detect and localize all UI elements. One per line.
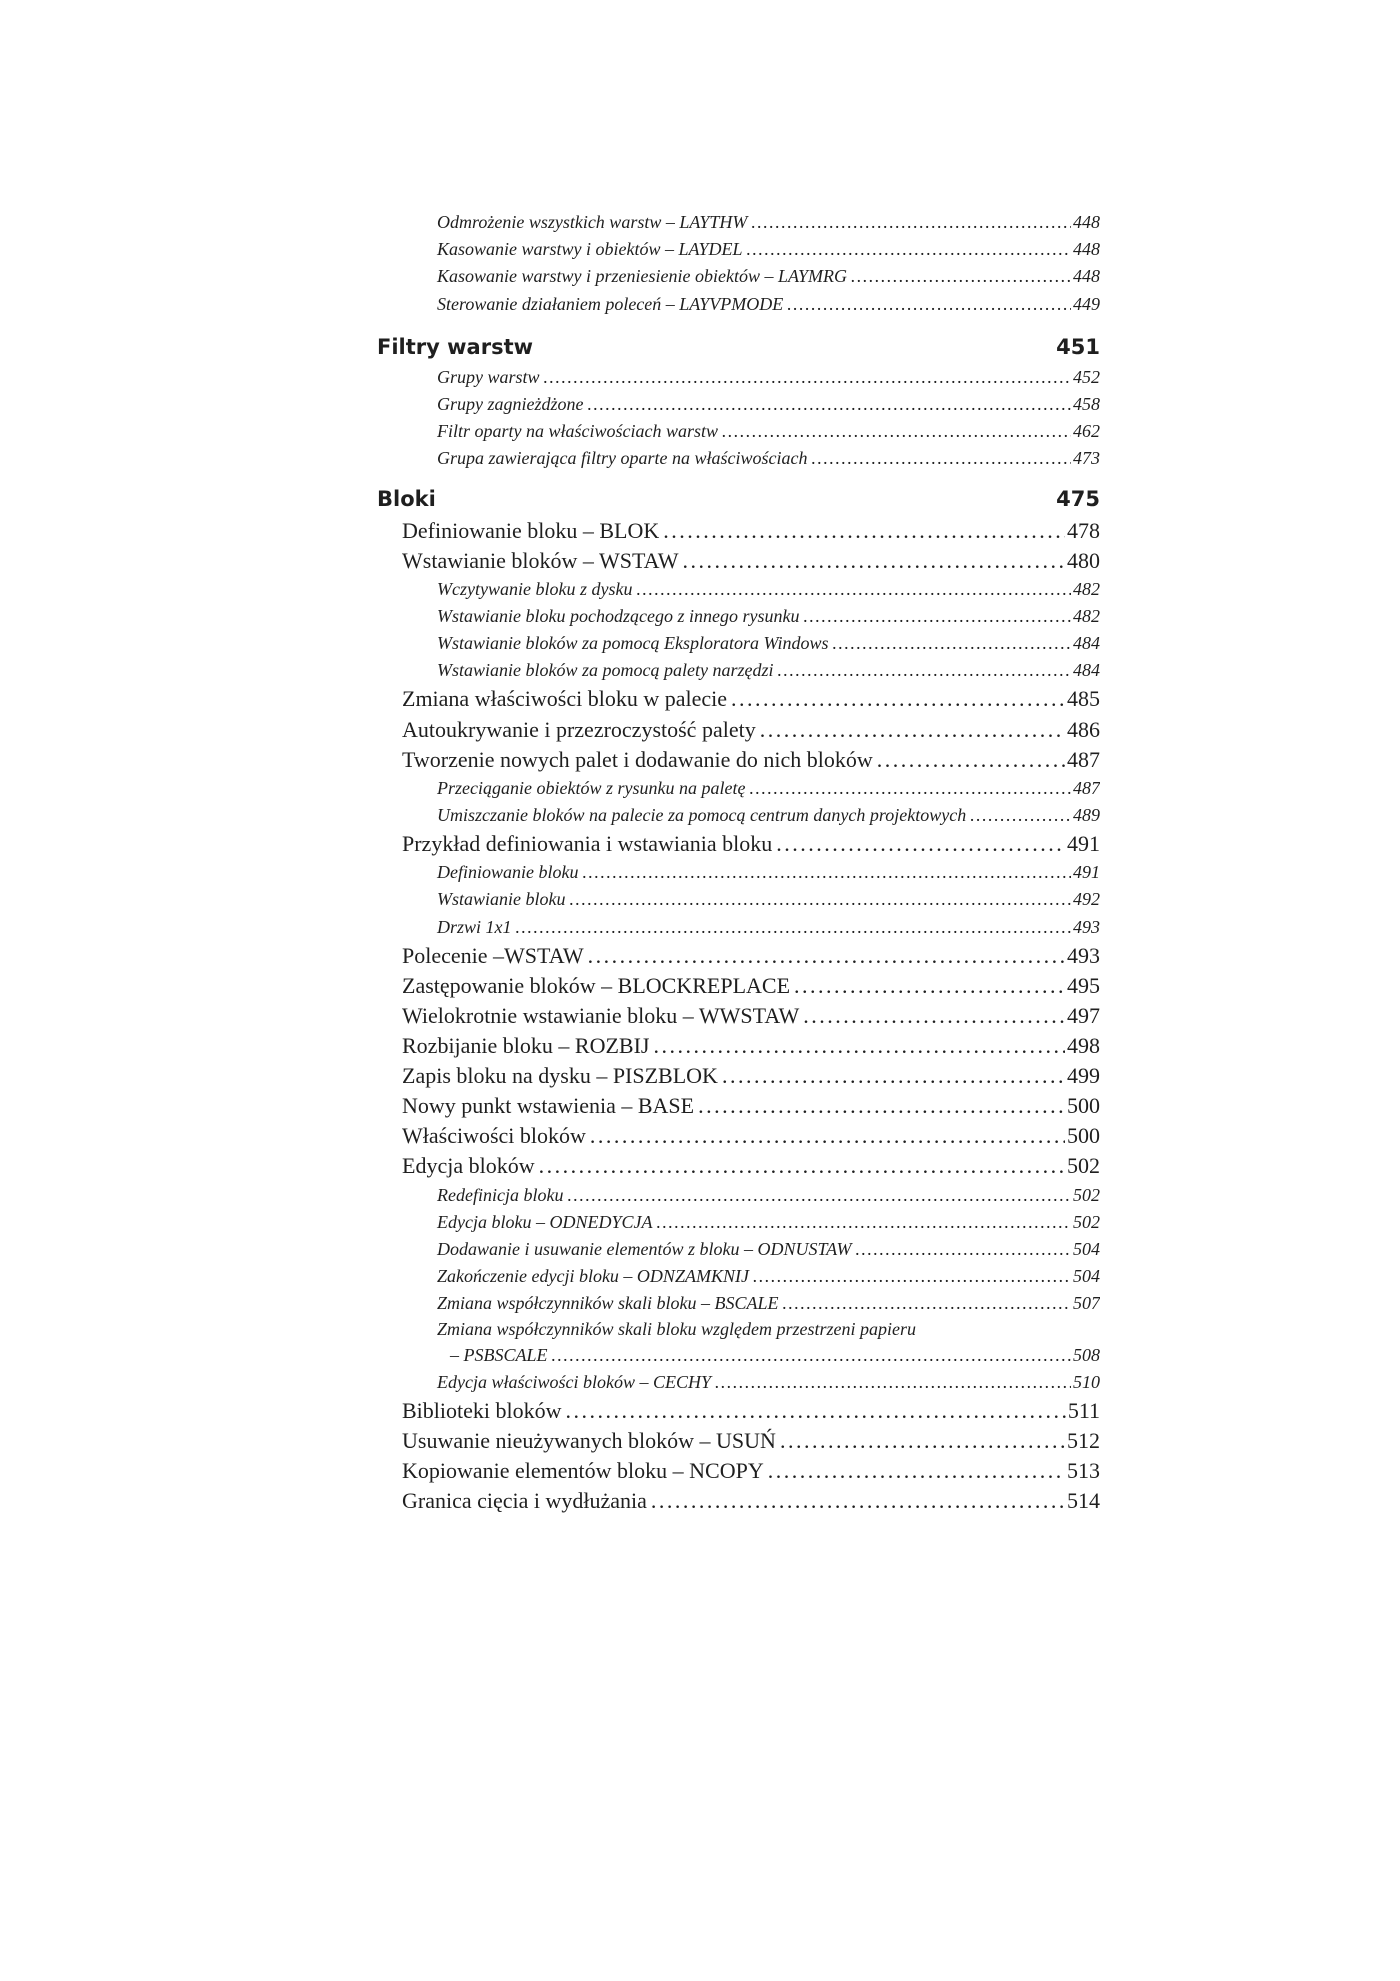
- dot-leader: [829, 630, 1072, 657]
- toc-entry-title: Grupy zagnieżdżone: [437, 393, 584, 414]
- dot-leader: [773, 657, 1071, 684]
- toc-entry-page: 482: [1073, 605, 1100, 626]
- toc-entry-page: 475: [1056, 486, 1100, 511]
- toc-entry-page: 448: [1073, 266, 1100, 287]
- toc-section-entry: [377, 745, 1100, 775]
- dot-leader: [535, 1151, 1065, 1181]
- dot-leader: [779, 1290, 1072, 1317]
- toc-entry-title: Kasowanie warstwy i przeniesienie obiektów – LAYMRG: [437, 266, 847, 287]
- toc-chapter-entry: [377, 330, 1100, 364]
- toc-subsection-entry: [377, 364, 1100, 391]
- toc-section-entry: [377, 1486, 1100, 1516]
- dot-leader: [512, 914, 1071, 941]
- toc-subsection-entry: [377, 802, 1100, 829]
- toc-entry-page: 512: [1067, 1427, 1100, 1453]
- toc-entry-page: 502: [1073, 1211, 1100, 1232]
- toc-entry-title: Sterowanie działaniem poleceń – LAYVPMODE: [437, 293, 784, 314]
- toc-entry-page: 502: [1073, 1184, 1100, 1205]
- dot-leader: [584, 941, 1065, 971]
- table-of-contents: [377, 209, 1100, 1516]
- toc-entry-title: Przykład definiowania i wstawiania bloku: [402, 831, 773, 857]
- toc-subsection-entry: [377, 291, 1100, 318]
- dot-leader: [584, 391, 1072, 418]
- dot-leader: [649, 1031, 1065, 1061]
- toc-entry-page: 504: [1073, 1238, 1100, 1259]
- toc-subsection-entry: [377, 1236, 1100, 1263]
- dot-leader: [711, 1369, 1071, 1396]
- toc-entry-page: 484: [1073, 660, 1100, 681]
- toc-subsection-entry: [377, 630, 1100, 657]
- toc-entry-title: Wielokrotnie wstawianie bloku – WWSTAW: [402, 1002, 800, 1028]
- toc-entry-page: 493: [1073, 916, 1100, 937]
- toc-entry-page: 448: [1073, 239, 1100, 260]
- toc-entry-title: Filtry warstw: [377, 334, 534, 359]
- toc-entry-page: 502: [1067, 1153, 1100, 1179]
- dot-leader: [562, 1396, 1066, 1426]
- toc-section-entry: [377, 941, 1100, 971]
- toc-chapter-entry: [377, 482, 1100, 516]
- dot-leader: [808, 445, 1072, 472]
- toc-entry-page: 499: [1067, 1063, 1100, 1089]
- toc-subsection-entry: [377, 886, 1100, 913]
- toc-entry-title: Definiowanie bloku – BLOK: [402, 517, 660, 543]
- toc-subsection-entry: [377, 775, 1100, 802]
- dot-leader: [799, 603, 1071, 630]
- toc-entry-title: Wstawianie bloków za pomocą palety narzędzi: [437, 660, 774, 681]
- dot-leader: [790, 971, 1065, 1001]
- toc-subsection-entry: [377, 1317, 1100, 1368]
- dot-leader: [873, 745, 1065, 775]
- toc-entry-page: 489: [1073, 804, 1100, 825]
- toc-section-entry: [377, 1456, 1100, 1486]
- toc-entry-title: Wstawianie bloku: [437, 889, 566, 910]
- toc-entry-title: Filtr oparty na właściwościach warstw: [437, 421, 719, 442]
- toc-entry-title: Właściwości bloków: [402, 1123, 586, 1149]
- dot-leader: [566, 886, 1072, 913]
- dot-leader: [966, 802, 1071, 829]
- toc-section-entry: [377, 971, 1100, 1001]
- toc-entry-title: Dodawanie i usuwanie elementów z bloku – ODNUSTAW: [437, 1238, 852, 1259]
- toc-section-entry: [377, 1091, 1100, 1121]
- dot-leader: [727, 684, 1065, 714]
- dot-leader: [745, 775, 1071, 802]
- toc-subsection-entry: [377, 445, 1100, 472]
- dot-leader: [679, 546, 1065, 576]
- toc-entry-title: Kasowanie warstwy i obiektów – LAYDEL: [437, 239, 743, 260]
- toc-section-entry: [377, 684, 1100, 714]
- toc-entry-page: 500: [1067, 1093, 1100, 1119]
- toc-subsection-entry: [377, 1182, 1100, 1209]
- toc-subsection-entry: [377, 914, 1100, 941]
- dot-leader: [563, 1182, 1071, 1209]
- toc-entry-title: Granica cięcia i wydłużania: [402, 1488, 647, 1514]
- toc-section-entry: [377, 1061, 1100, 1091]
- toc-entry-title: Wstawianie bloków – WSTAW: [402, 547, 679, 573]
- dot-leader: [749, 1263, 1071, 1290]
- toc-entry-page: 500: [1067, 1123, 1100, 1149]
- toc-section-entry: [377, 829, 1100, 859]
- toc-entry-page: 484: [1073, 633, 1100, 654]
- toc-subsection-entry: [377, 236, 1100, 263]
- toc-entry-page: 507: [1073, 1293, 1100, 1314]
- dot-leader: [747, 209, 1071, 236]
- dot-leader: [548, 1343, 1072, 1369]
- toc-subsection-entry: [377, 1369, 1100, 1396]
- toc-entry-page: 480: [1067, 547, 1100, 573]
- toc-entry-page: 504: [1073, 1266, 1100, 1287]
- toc-entry-title: Zmiana współczynników skali bloku – BSCALE: [437, 1293, 779, 1314]
- toc-entry-title-continued: – PSBSCALE: [450, 1345, 548, 1366]
- toc-section-entry: [377, 1151, 1100, 1181]
- toc-subsection-entry: [377, 1209, 1100, 1236]
- toc-entry-page: 514: [1067, 1488, 1100, 1514]
- toc-entry-title: Grupy warstw: [437, 366, 540, 387]
- toc-entry-page: 491: [1067, 831, 1100, 857]
- toc-entry-title: Odmrożenie wszystkich warstw – LAYTHW: [437, 212, 748, 232]
- toc-entry-page: 487: [1067, 746, 1100, 772]
- toc-entry-page: 508: [1073, 1345, 1100, 1366]
- toc-entry-title: Grupa zawierająca filtry oparte na właściwościach: [437, 448, 808, 469]
- dot-leader: [772, 829, 1065, 859]
- toc-subsection-entry: [377, 418, 1100, 445]
- toc-entry-page: 485: [1067, 686, 1100, 712]
- toc-subsection-entry: [377, 576, 1100, 603]
- toc-entry-page: 449: [1073, 293, 1100, 314]
- toc-section-entry: [377, 546, 1100, 576]
- dot-leader: [578, 859, 1071, 886]
- toc-subsection-entry: [377, 1263, 1100, 1290]
- toc-entry-page: 493: [1067, 942, 1100, 968]
- dot-leader: [652, 1209, 1071, 1236]
- dot-leader: [743, 236, 1071, 263]
- toc-entry-page: 497: [1067, 1002, 1100, 1028]
- toc-entry-page: 473: [1073, 448, 1100, 469]
- toc-entry-title: Umiszczanie bloków na palecie za pomocą centrum danych projektowych: [437, 804, 967, 825]
- toc-entry-page: 478: [1067, 517, 1100, 543]
- dot-leader: [776, 1426, 1065, 1456]
- toc-entry-title: Wstawianie bloków za pomocą Eksploratora Windows: [437, 633, 829, 654]
- toc-subsection-entry: [377, 209, 1100, 236]
- toc-section-entry: [377, 1031, 1100, 1061]
- toc-section-entry: [377, 1001, 1100, 1031]
- dot-leader: [718, 418, 1071, 445]
- dot-leader: [540, 364, 1071, 391]
- toc-subsection-entry: [377, 391, 1100, 418]
- toc-entry-title: Biblioteki bloków: [402, 1397, 562, 1423]
- toc-entry-title: Zastępowanie bloków – BLOCKREPLACE: [402, 972, 791, 998]
- toc-entry-title: Redefinicja bloku: [437, 1184, 564, 1205]
- toc-entry-page: 510: [1073, 1371, 1100, 1392]
- toc-entry-title: Zakończenie edycji bloku – ODNZAMKNIJ: [437, 1266, 749, 1287]
- toc-entry-title: Edycja bloków: [402, 1153, 535, 1179]
- toc-subsection-entry: [377, 859, 1100, 886]
- toc-entry-title: Rozbijanie bloku – ROZBIJ: [402, 1033, 650, 1059]
- toc-entry-page: 452: [1073, 366, 1100, 387]
- toc-entry-page: 513: [1067, 1458, 1100, 1483]
- toc-section-entry: [377, 715, 1100, 745]
- toc-subsection-entry: [377, 263, 1100, 290]
- toc-entry-title: Wczytywanie bloku z dysku: [437, 578, 633, 599]
- toc-entry-title: Tworzenie nowych palet i dodawanie do nich bloków: [402, 746, 873, 772]
- dot-leader: [799, 1001, 1065, 1031]
- toc-subsection-entry: [377, 657, 1100, 684]
- toc-entry-page: 486: [1067, 716, 1100, 742]
- dot-leader: [586, 1121, 1065, 1151]
- toc-subsection-entry: [377, 1290, 1100, 1317]
- toc-entry-title: Wstawianie bloku pochodzącego z innego rysunku: [437, 605, 800, 626]
- toc-entry-title: Edycja bloku – ODNEDYCJA: [437, 1211, 653, 1232]
- toc-entry-page: 451: [1056, 334, 1100, 359]
- dot-leader: [647, 1486, 1065, 1516]
- toc-entry-page: 448: [1073, 212, 1100, 232]
- dot-leader: [718, 1061, 1065, 1091]
- toc-entry-title: Definiowanie bloku: [437, 862, 579, 883]
- toc-entry-page: 511: [1067, 1397, 1100, 1423]
- toc-entry-title: Nowy punkt wstawienia – BASE: [402, 1093, 695, 1119]
- toc-section-entry: [377, 1426, 1100, 1456]
- toc-entry-page: 462: [1073, 421, 1100, 442]
- toc-entry-title: Bloki: [377, 486, 436, 511]
- toc-subsection-entry: [377, 603, 1100, 630]
- toc-entry-page: 487: [1073, 777, 1100, 798]
- toc-entry-title: Zmiana współczynników skali bloku względem przestrzeni papieru: [437, 1319, 916, 1340]
- toc-entry-page: 495: [1067, 972, 1100, 998]
- dot-leader: [851, 1236, 1071, 1263]
- toc-entry-title: Przeciąganie obiektów z rysunku na paletę: [437, 777, 746, 798]
- toc-entry-page: 492: [1073, 889, 1100, 910]
- toc-entry-page: 458: [1073, 393, 1100, 414]
- dot-leader: [764, 1456, 1065, 1486]
- toc-entry-title: Drzwi 1x1: [437, 916, 512, 937]
- toc-entry-title: Polecenie –WSTAW: [402, 942, 584, 968]
- dot-leader: [694, 1091, 1065, 1121]
- toc-entry-title: Autoukrywanie i przezroczystość palety: [402, 716, 756, 742]
- dot-leader: [756, 715, 1065, 745]
- toc-entry-title: Zapis bloku na dysku – PISZBLOK: [402, 1063, 718, 1089]
- dot-leader: [659, 516, 1065, 546]
- toc-entry-title: Zmiana właściwości bloku w palecie: [402, 686, 728, 712]
- toc-section-entry: [377, 1396, 1100, 1426]
- toc-entry-page: 498: [1067, 1033, 1100, 1059]
- dot-leader: [847, 263, 1071, 290]
- dot-leader: [783, 291, 1071, 318]
- toc-entry-title: Edycja właściwości bloków – CECHY: [437, 1371, 711, 1392]
- toc-entry-page: 482: [1073, 578, 1100, 599]
- toc-entry-page: 491: [1073, 862, 1100, 883]
- dot-leader: [632, 576, 1071, 603]
- toc-entry-title: Usuwanie nieużywanych bloków – USUŃ: [402, 1427, 776, 1453]
- toc-entry-title: Kopiowanie elementów bloku – NCOPY: [402, 1458, 764, 1483]
- toc-section-entry: [377, 516, 1100, 546]
- toc-section-entry: [377, 1121, 1100, 1151]
